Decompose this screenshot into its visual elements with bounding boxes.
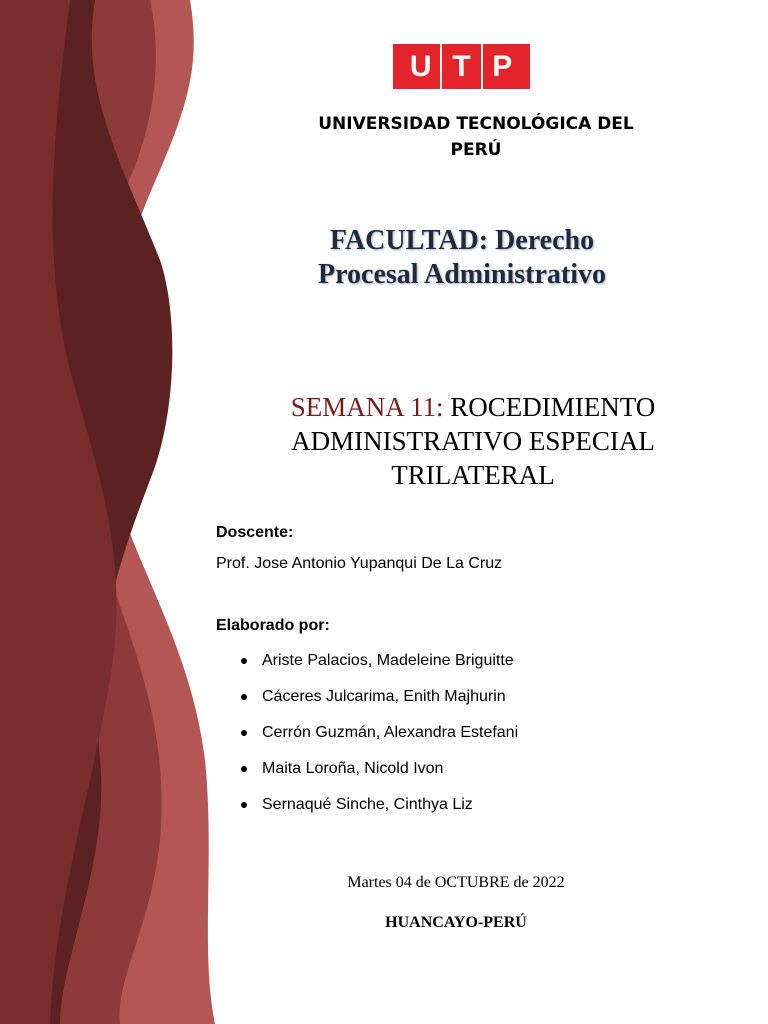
week-topic-start: ROCEDIMIENTO (443, 392, 656, 422)
logo-letter-p: P (486, 51, 518, 83)
bullet-icon (241, 766, 247, 772)
bullet-icon (241, 694, 247, 700)
faculty-line-1: FACULTAD: Derecho (329, 225, 595, 256)
logo-letter-t: T (445, 51, 477, 83)
bullet-icon (241, 658, 247, 664)
university-line-1: UNIVERSIDAD TECNOLÓGICA DEL (318, 114, 634, 134)
faculty-line-2: Procesal Administrativo (317, 259, 606, 290)
authors-list (216, 650, 518, 830)
bullet-icon (241, 802, 247, 808)
university-line-2: PERÚ (450, 140, 502, 160)
author-name: Maita Loroña, Nicold Ivon (262, 760, 444, 777)
faculty-title (262, 224, 662, 292)
list-item (216, 686, 518, 722)
authors-heading: Elaborado por: (216, 617, 330, 634)
week-label: SEMANA 11: (290, 392, 444, 422)
author-name: Cerrón Guzmán, Alexandra Estefani (262, 724, 519, 741)
place-line: HUANCAYO-PERÚ (385, 914, 527, 931)
teacher-name: Prof. Jose Antonio Yupanqui De La Cruz (216, 555, 503, 572)
list-item (216, 650, 518, 686)
week-title-line-2: ADMINISTRATIVO ESPECIAL (291, 426, 655, 456)
list-item (216, 758, 518, 794)
utp-logo (393, 44, 530, 89)
list-item (216, 722, 518, 758)
logo-divider (481, 44, 483, 89)
list-item (216, 794, 518, 830)
teacher-heading: Doscente: (216, 524, 294, 541)
week-title-line-1 (240, 390, 706, 424)
week-title (240, 390, 706, 492)
author-name: Ariste Palacios, Madeleine Briguitte (262, 652, 514, 669)
author-name: Sernaqué Sinche, Cinthya Liz (262, 796, 473, 813)
university-name (286, 111, 666, 163)
logo-letter-u: U (405, 51, 437, 83)
logo-divider (440, 44, 442, 89)
author-name: Cáceres Julcarima, Enith Majhurin (262, 688, 506, 705)
date-line: Martes 04 de OCTUBRE de 2022 (347, 874, 565, 891)
decorative-wave-band (0, 0, 260, 1024)
bullet-icon (241, 730, 247, 736)
week-title-line-3: TRILATERAL (391, 460, 555, 490)
